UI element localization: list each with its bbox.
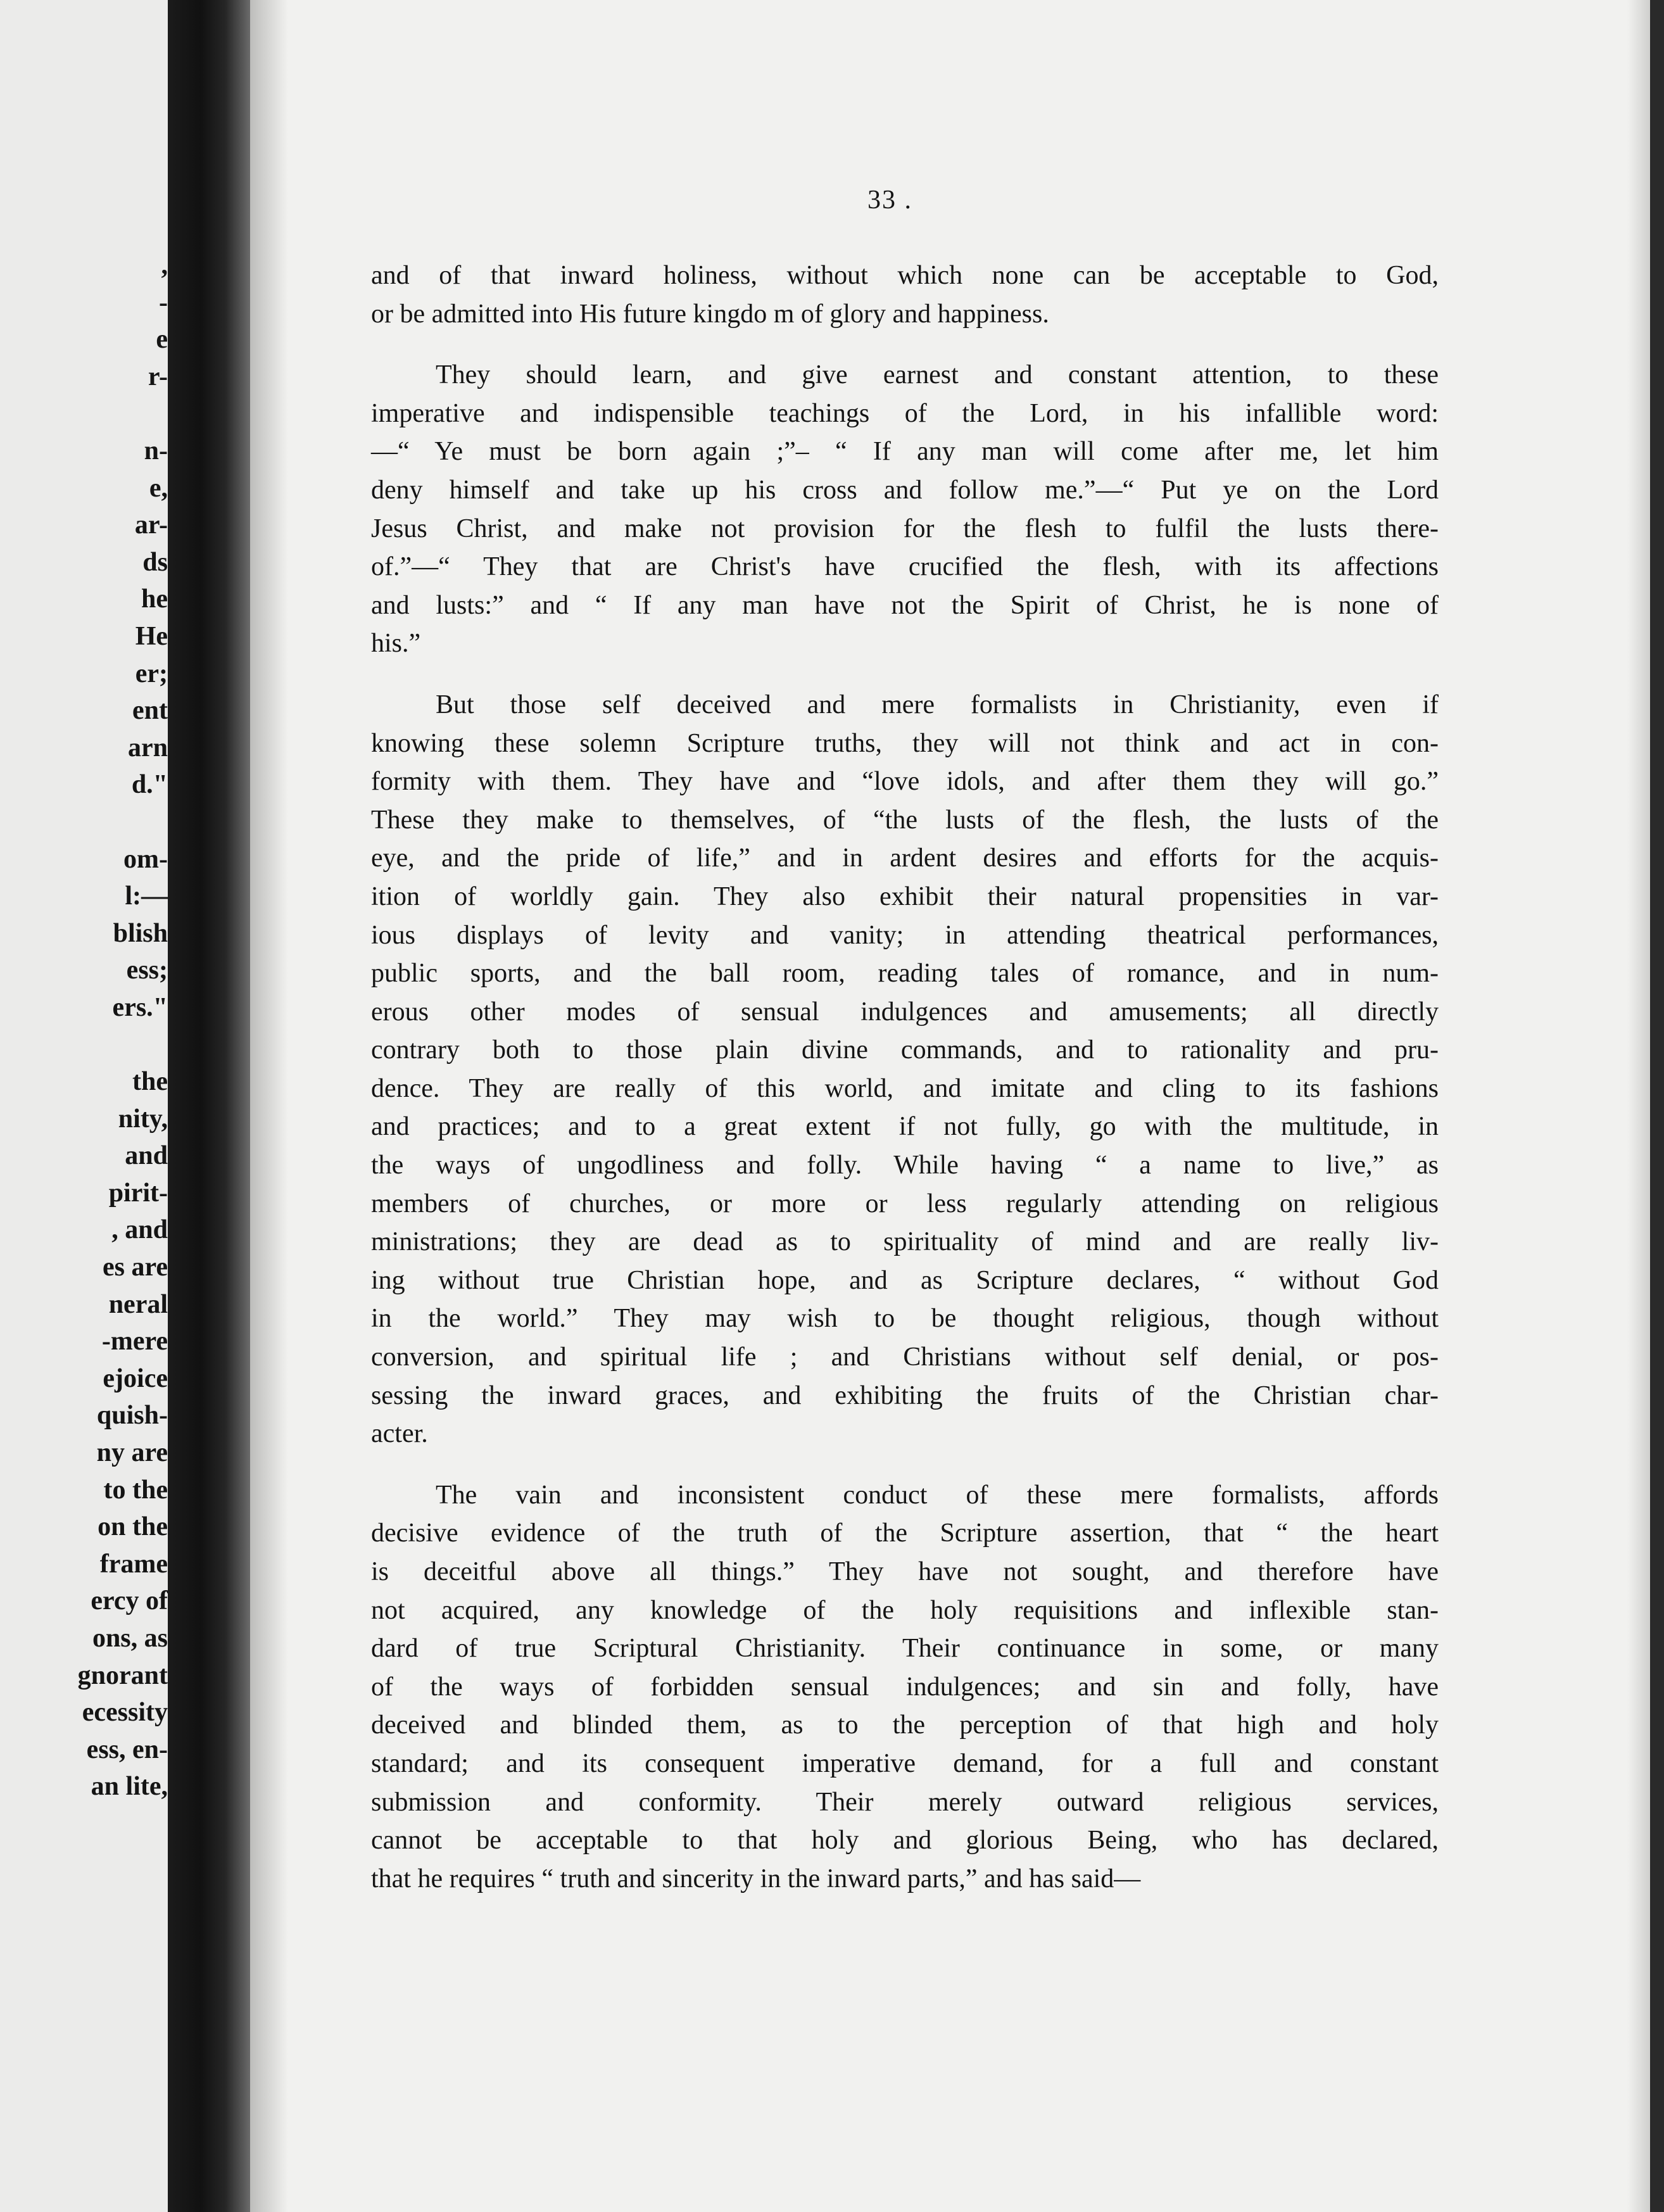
text-line: his.” (371, 629, 421, 659)
facing-page-line: - (159, 288, 168, 317)
facing-page-line: an lite, (91, 1772, 168, 1802)
text-line: ition of worldly gain. They also exhibit their natural propensities in var- (371, 882, 1439, 911)
text-line: and lusts:” and “ If any man have not the Spirit of Christ, he is none of (371, 590, 1439, 620)
facing-page-line: er; (135, 659, 168, 688)
text-line: knowing these solemn Scripture truths, they will not think and act in con- (371, 728, 1439, 758)
facing-page-line: , (161, 251, 168, 280)
paragraph (371, 356, 1439, 663)
facing-page-line: to the (103, 1475, 168, 1505)
facing-page-line: ny are (96, 1438, 168, 1467)
facing-page-line: l:— (125, 882, 168, 911)
text-line: sessing the inward graces, and exhibiting the fruits of the Christian char- (371, 1381, 1439, 1410)
text-line: dence. They are really of this world, and imitate and cling to its fashions (371, 1073, 1439, 1103)
text-line: imperative and indispensible teachings of the Lord, in his infallible word: (371, 398, 1439, 428)
text-line: cannot be acceptable to that holy and glorious Being, who has declared, (371, 1826, 1439, 1855)
text-line: ing without true Christian hope, and as Scripture declares, “ without God (371, 1265, 1439, 1295)
facing-page-line: , and (111, 1215, 168, 1245)
text-line: They should learn, and give earnest and constant attention, to these (436, 360, 1439, 390)
facing-page-line: he (141, 585, 168, 614)
text-line: that he requires “ truth and sincerity in the inward parts,” and has said— (371, 1864, 1141, 1893)
body-text (371, 256, 1439, 1921)
facing-page-line: ecessity (82, 1698, 168, 1728)
facing-page-line: e (156, 325, 168, 355)
facing-page (0, 0, 168, 2212)
facing-page-line: ons, as (92, 1623, 168, 1653)
facing-page-line (0, 395, 168, 433)
facing-page-line: r- (148, 362, 168, 391)
text-line: ministrations; they are dead as to spirituality of mind and are really liv- (371, 1227, 1439, 1257)
text-line: Jesus Christ, and make not provision for the flesh to fulfil the lusts there- (371, 514, 1439, 543)
paragraph (371, 686, 1439, 1453)
paragraph (371, 1476, 1439, 1899)
text-line: —“ Ye must be born again ;”– “ If any man will come after me, let him (371, 437, 1439, 467)
text-line: These they make to themselves, of “the lusts of the flesh, the lusts of the (371, 805, 1439, 835)
text-line: not acquired, any knowledge of the holy requisitions and inflexible stan- (371, 1595, 1439, 1625)
text-line: or be admitted into His future kingdo m of glory and happiness. (371, 299, 1049, 329)
text-line: dard of true Scriptural Christianity. Their continuance in some, or many (371, 1634, 1439, 1664)
facing-page-line: arn (128, 733, 168, 762)
text-line: deceived and blinded them, as to the perception of that high and holy (371, 1710, 1439, 1740)
facing-page-line: ess, en- (86, 1735, 168, 1764)
facing-page-line: gnorant (77, 1660, 168, 1690)
text-line: deny himself and take up his cross and follow me.”—“ Put ye on the Lord (371, 475, 1439, 505)
facing-page-line: nity, (118, 1104, 168, 1134)
text-line: decisive evidence of the truth of the Scripture assertion, that “ the heart (371, 1519, 1439, 1548)
facing-page-line: quish- (96, 1401, 168, 1431)
facing-page-text (0, 247, 168, 1805)
facing-page-line: ess; (126, 956, 168, 985)
text-line: standard; and its consequent imperative demand, for a full and constant (371, 1748, 1439, 1778)
text-line: acter. (371, 1419, 428, 1449)
text-line: members of churches, or more or less regularly attending on religious (371, 1189, 1439, 1218)
facing-page-line: d." (131, 770, 168, 800)
book-gutter (168, 0, 250, 2212)
facing-page-line: ent (132, 696, 168, 726)
text-line: erous other modes of sensual indulgences and amusements; all directly (371, 997, 1439, 1027)
text-line: eye, and the pride of life,” and in ardent desires and efforts for the acquis- (371, 844, 1439, 873)
facing-page-line: ds (142, 547, 168, 577)
page-edge (1650, 0, 1664, 2212)
facing-page-line: om- (123, 844, 168, 874)
text-line: contrary both to those plain divine commands, and to rationality and pru- (371, 1035, 1439, 1065)
text-line: of.”—“ They that are Christ's have crucified the flesh, with its affections (371, 552, 1439, 582)
facing-page-line: He (135, 621, 168, 651)
facing-page-line: ar- (134, 510, 168, 540)
text-line: ious displays of levity and vanity; in attending theatrical performances, (371, 920, 1439, 950)
facing-page-line: -mere (101, 1327, 168, 1356)
text-line: the ways of ungodliness and folly. While having “ a name to live,” as (371, 1151, 1439, 1180)
page-number: 33 . (867, 186, 912, 215)
facing-page-line: es are (102, 1253, 168, 1282)
text-line: and practices; and to a great extent if not fully, go with the multitude, in (371, 1112, 1439, 1142)
text-line: The vain and inconsistent conduct of these mere formalists, affords (436, 1480, 1439, 1510)
text-line: But those self deceived and mere formalists in Christianity, even if (436, 690, 1439, 719)
facing-page-line: pirit- (108, 1178, 168, 1208)
facing-page-line: e, (149, 473, 168, 503)
paragraph (371, 256, 1439, 333)
facing-page-line: on the (98, 1512, 168, 1542)
text-line: in the world.” They may wish to be thought religious, though without (371, 1304, 1439, 1334)
facing-page-line: neral (108, 1289, 168, 1319)
facing-page-line (0, 1026, 168, 1063)
facing-page-line (0, 804, 168, 841)
gutter-shadow (250, 0, 288, 2212)
facing-page-line: n- (144, 436, 168, 465)
facing-page-line: ejoice (103, 1363, 168, 1393)
text-line: formity with them. They have and “love idols, and after them they will go.” (371, 767, 1439, 797)
page-edge-shadow (1627, 0, 1650, 2212)
text-line: and of that inward holiness, without which none can be acceptable to God, (371, 261, 1439, 290)
facing-page-line: blish (113, 918, 168, 948)
facing-page-line: ers." (112, 992, 168, 1022)
facing-page-line: ercy of (91, 1586, 168, 1616)
text-line: conversion, and spiritual life ; and Christians without self denial, or pos- (371, 1343, 1439, 1372)
facing-page-line: frame (99, 1549, 168, 1579)
text-line: of the ways of forbidden sensual indulgences; and sin and folly, have (371, 1672, 1439, 1702)
text-line: is deceitful above all things.” They have not sought, and therefore have (371, 1557, 1439, 1586)
facing-page-line: the (132, 1067, 168, 1097)
text-line: public sports, and the ball room, reading tales of romance, and in num- (371, 959, 1439, 989)
text-line: submission and conformity. Their merely outward religious services, (371, 1787, 1439, 1817)
facing-page-line: and (125, 1141, 168, 1171)
